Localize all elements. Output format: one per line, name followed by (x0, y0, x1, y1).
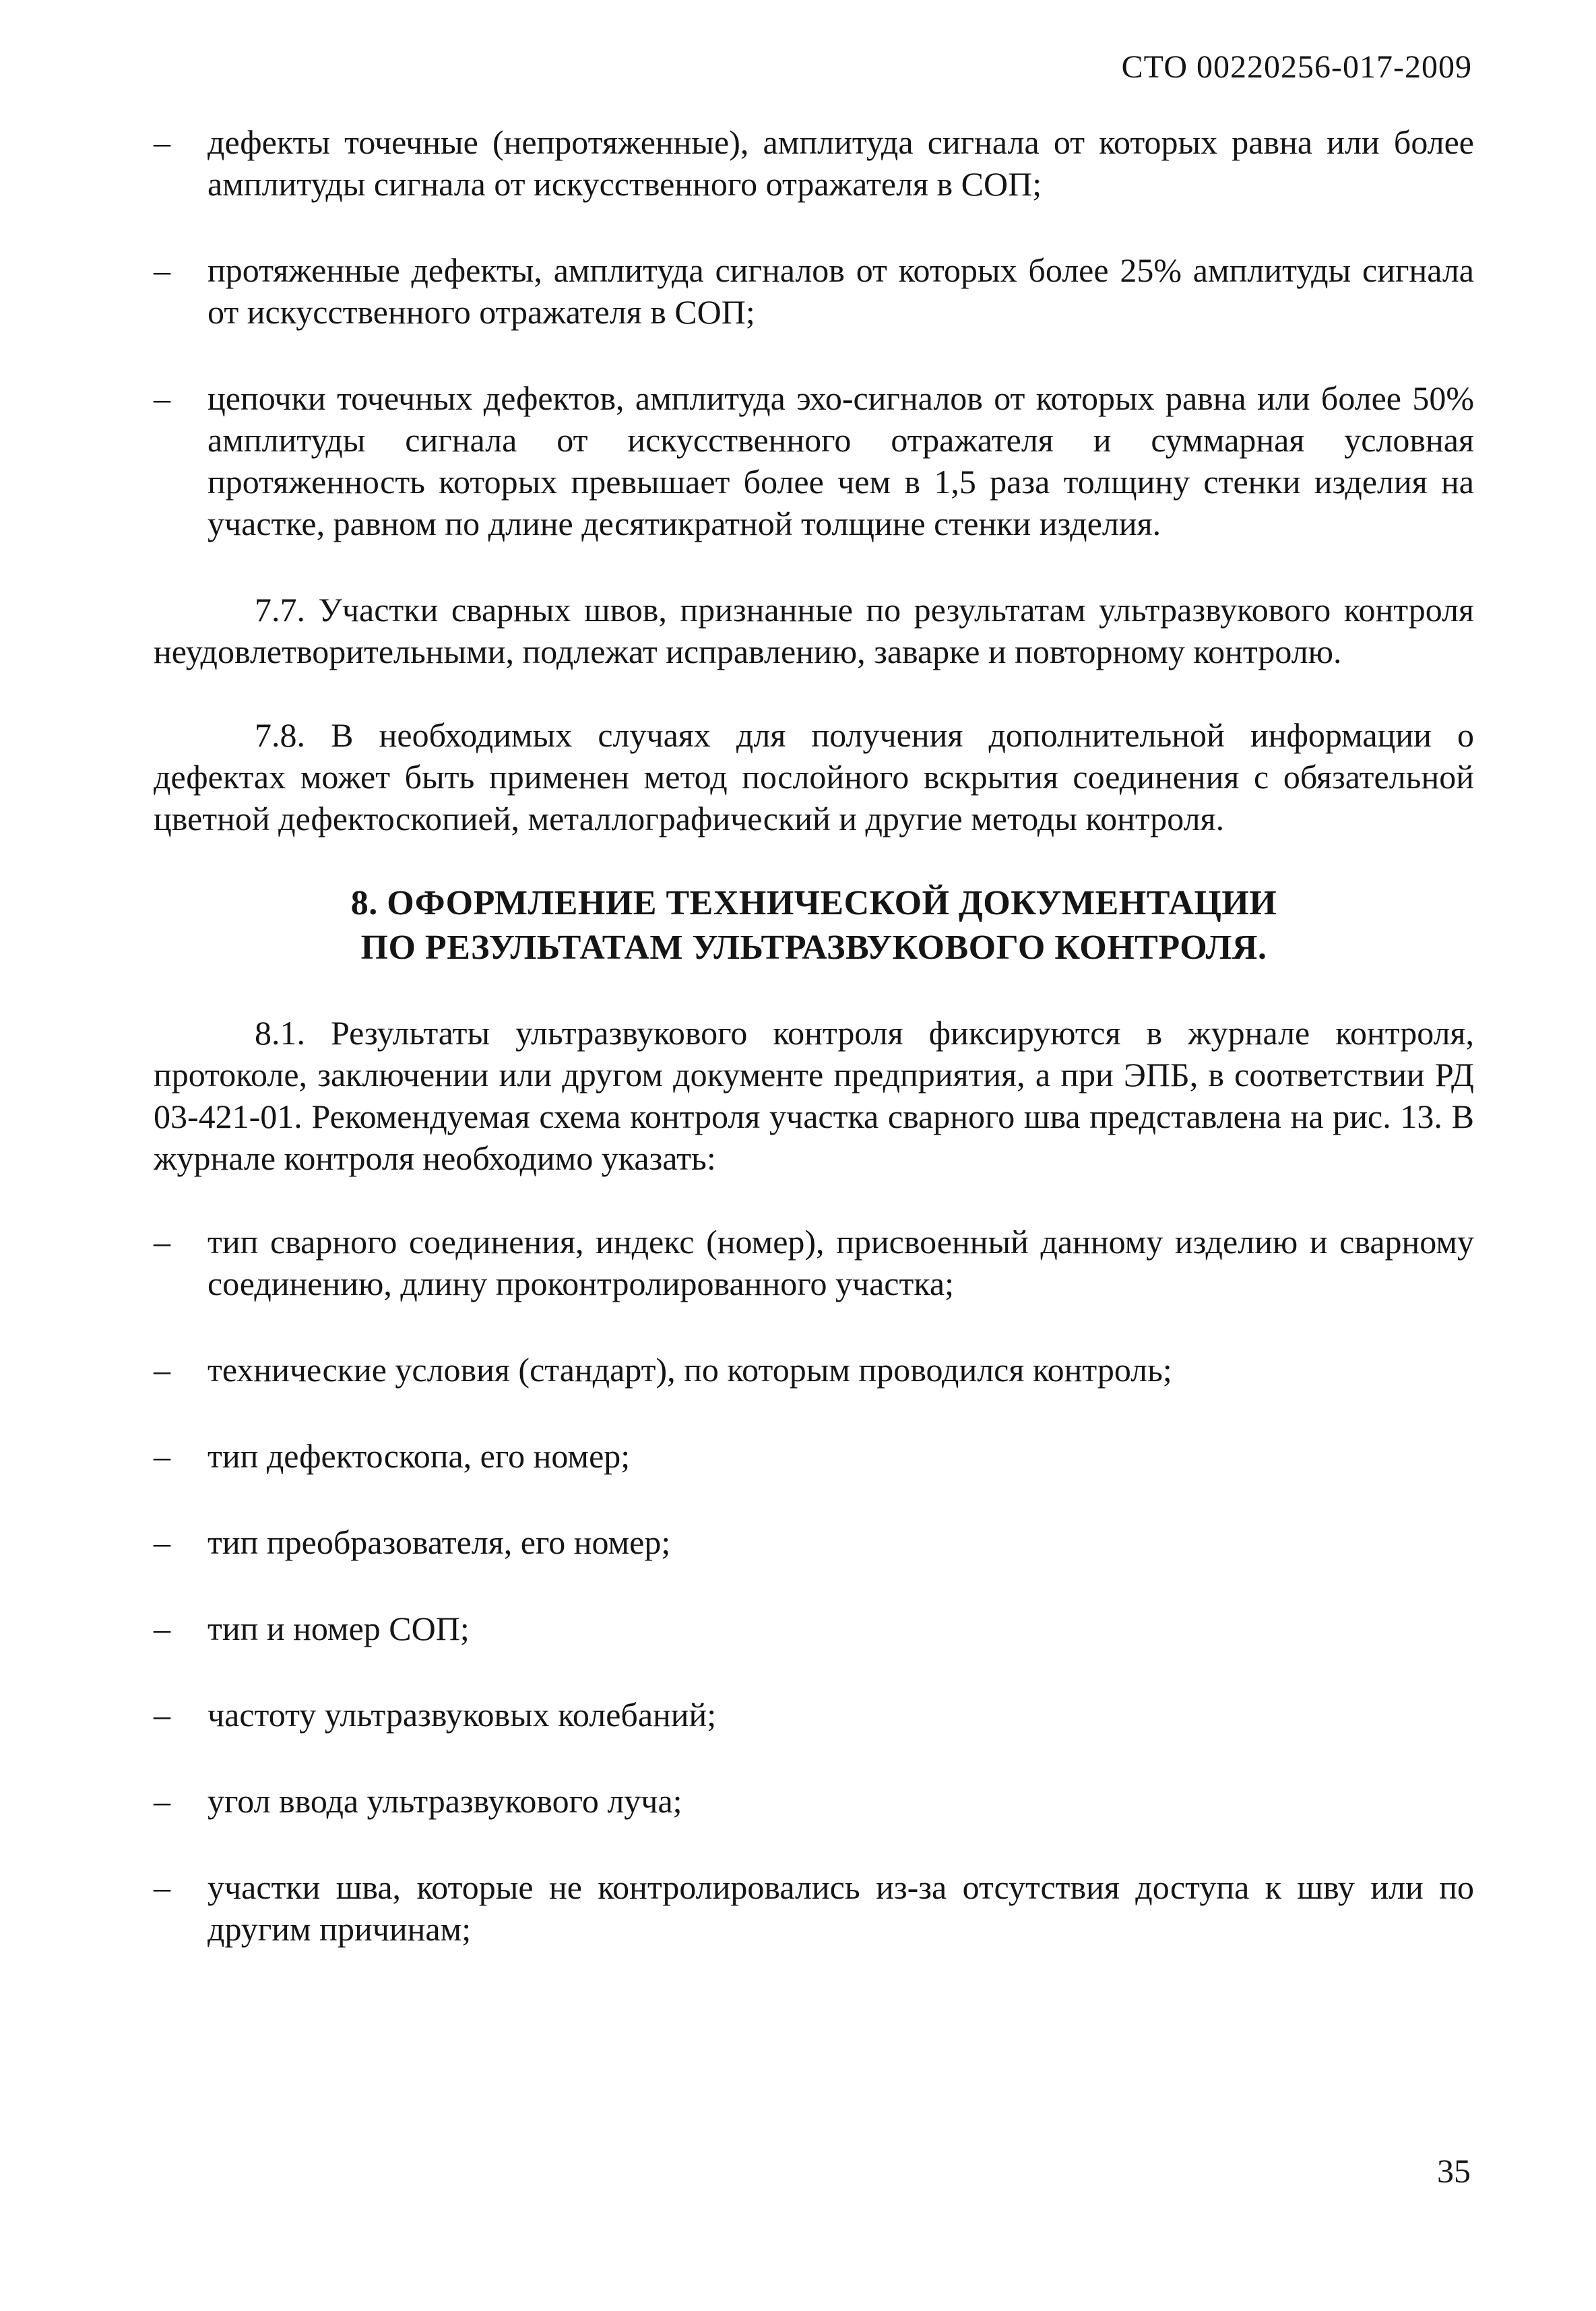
list-item-text: тип сварного соединения, индекс (номер), присвоенный данному изделию и сварному соединению, длину проконтролированного участка; (208, 1223, 1474, 1302)
page-content (154, 121, 1474, 1994)
list-dash: – (154, 1351, 170, 1389)
list-item-text: тип и номер СОП; (208, 1610, 470, 1647)
list-item-text: технические условия (стандарт), по которым проводился контроль; (208, 1351, 1172, 1389)
list-item-text: участки шва, которые не контролировались из-за отсутствия доступа к шву или по другим причинам; (208, 1868, 1474, 1948)
paragraph-7-7: 7.7. Участки сварных швов, признанные по результатам ультразвукового контроля неудовлетворительными, подлежат исправлению, заварке и повторному контролю. (154, 591, 1474, 670)
list-item (154, 121, 1474, 205)
list-item-text: цепочки точечных дефектов, амплитуда эхо-сигналов от которых равна или более 50% амплитуды сигнала от искусственного отражателя и суммарная условная протяженность которых превышает более чем в 1,5 раза толщину стенки изделия на участке, равном по длине десятикратной толщине стенки изделия. (208, 379, 1474, 542)
list-dash: – (154, 1868, 170, 1906)
section-8-heading-line2: ПО РЕЗУЛЬТАТАМ УЛЬТРАЗВУКОВОГО КОНТРОЛЯ. (360, 928, 1267, 967)
list-item (154, 1694, 1474, 1736)
list-item (154, 1435, 1474, 1477)
list-item-text: тип преобразователя, его номер; (208, 1523, 671, 1561)
list-item-text: протяженные дефекты, амплитуда сигналов от которых более 25% амплитуды сигнала от искусственного отражателя в СОП; (208, 251, 1474, 331)
list-item-text: тип дефектоскопа, его номер; (208, 1437, 631, 1475)
list-item (154, 1521, 1474, 1563)
list-dash: – (154, 1223, 170, 1261)
list-item-text: угол ввода ультразвукового луча; (208, 1782, 682, 1820)
list-dash: – (154, 379, 170, 417)
list-item (154, 1866, 1474, 1950)
list-item (154, 1780, 1474, 1822)
list-dash: – (154, 251, 170, 289)
list-item (154, 377, 1474, 544)
paragraph-7-8: 7.8. В необходимых случаях для получения дополнительной информации о дефектах может быть применен метод послойного вскрытия соединения с обязательной цветной дефектоскопией, металлографический и другие методы контроля. (154, 716, 1474, 837)
section-8-heading (154, 881, 1474, 970)
list-dash: – (154, 1523, 170, 1561)
list-item (154, 1349, 1474, 1391)
list-dash: – (154, 1782, 170, 1820)
document-code: СТО 00220256-017-2009 (1121, 49, 1472, 85)
list-dash: – (154, 1610, 170, 1647)
section-8-heading-line1: 8. ОФОРМЛЕНИЕ ТЕХНИЧЕСКОЙ ДОКУМЕНТАЦИИ (350, 884, 1277, 922)
list-item-text: частоту ультразвуковых колебаний; (208, 1696, 717, 1734)
list-dash: – (154, 123, 170, 161)
paragraph-8-1: 8.1. Результаты ультразвукового контроля фиксируются в журнале контроля, протоколе, заключении или другом документе предприятия, а при ЭПБ, в соответствии РД 03-421-01. Рекомендуемая схема контроля участка сварного шва представлена на рис. 13. В журнале контроля необходимо указать: (154, 1014, 1474, 1177)
list-item (154, 1608, 1474, 1649)
list-item (154, 249, 1474, 333)
list-dash: – (154, 1696, 170, 1734)
list-dash: – (154, 1437, 170, 1475)
defect-criteria-list (154, 121, 1474, 544)
journal-fields-list (154, 1221, 1474, 1950)
list-item (154, 1221, 1474, 1304)
page-number: 35 (1437, 2152, 1471, 2190)
list-item-text: дефекты точечные (непротяженные), амплитуда сигнала от которых равна или более амплитуды сигнала от искусственного отражателя в СОП; (208, 123, 1474, 203)
